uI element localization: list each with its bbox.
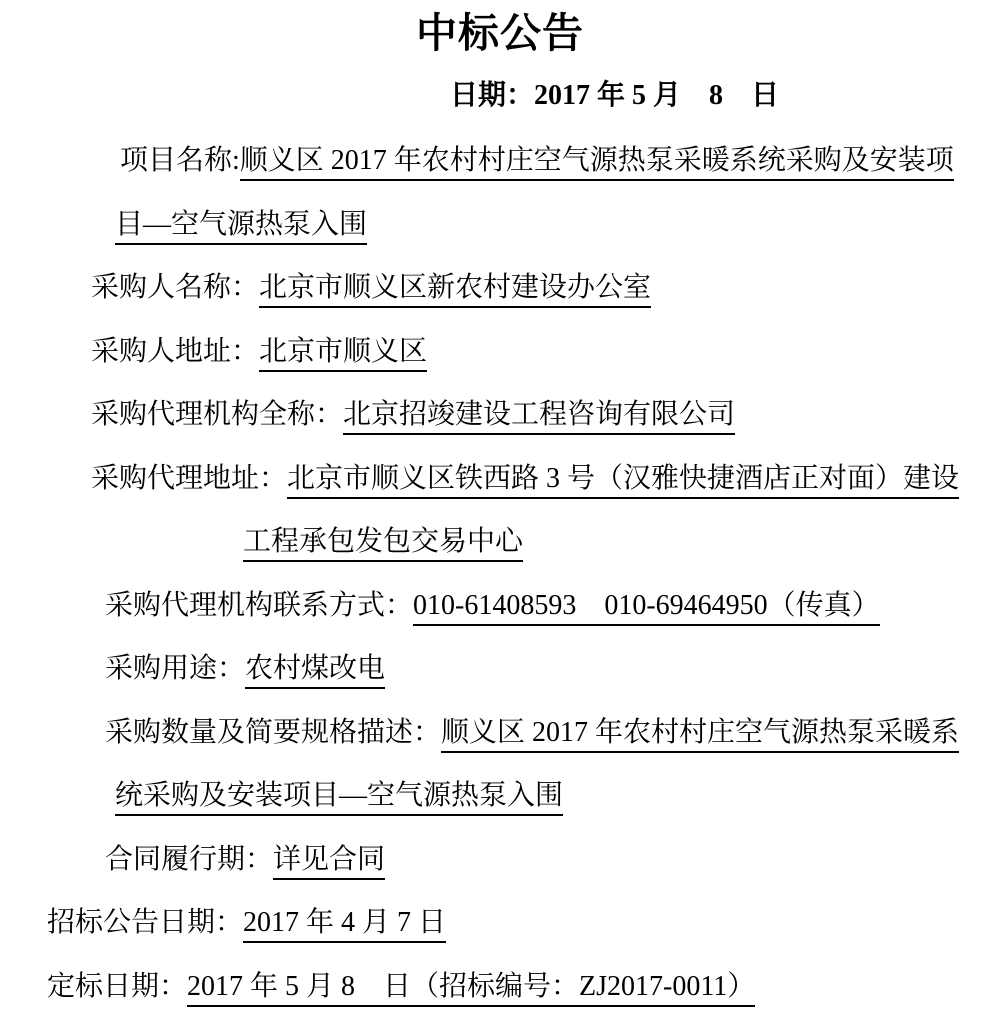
field-value: 目—空气源热泵入围 <box>115 209 367 245</box>
document-body <box>0 129 1000 1018</box>
document-line <box>0 193 1000 257</box>
document-date: 日期：2017 年 5 月 8 日 <box>450 80 780 111</box>
field-value: 010-61408593 010-69464950（传真） <box>413 590 880 626</box>
field-value: 顺义区 2017 年农村村庄空气源热泵采暖系 <box>441 717 959 753</box>
field-value: 详见合同 <box>273 844 385 880</box>
document-line <box>0 256 1000 320</box>
field-label: 采购用途： <box>105 653 246 684</box>
field-value: 北京市顺义区铁西路 3 号（汉雅快捷酒店正对面）建设 <box>287 463 959 499</box>
document-line <box>0 320 1000 384</box>
field-value: 北京招竣建设工程咨询有限公司 <box>343 399 735 435</box>
field-value: 2017 年 4 月 7 日 <box>243 907 446 943</box>
document-line <box>0 701 1000 765</box>
field-label: 项目名称: <box>120 145 240 176</box>
document-line <box>0 764 1000 828</box>
field-label: 招标公告日期： <box>47 907 244 938</box>
field-value: 北京市顺义区新农村建设办公室 <box>259 272 651 308</box>
field-label: 采购代理地址： <box>91 462 288 494</box>
field-label: 定标日期： <box>47 970 188 1002</box>
document-line <box>0 510 1000 574</box>
field-label: 采购代理机构全称： <box>91 399 344 430</box>
field-value: 农村煤改电 <box>245 653 385 689</box>
field-label: 合同履行期： <box>105 843 274 875</box>
document-line <box>0 447 1000 511</box>
field-value: 统采购及安装项目—空气源热泵入围 <box>115 780 563 816</box>
field-value: 顺义区 2017 年农村村庄空气源热泵采暖系统采购及安装项 <box>240 145 954 181</box>
field-label: 采购数量及简要规格描述： <box>105 716 442 748</box>
document-line <box>0 955 1000 1019</box>
document-line <box>0 574 1000 638</box>
document-line <box>0 383 1000 447</box>
field-value: 工程承包发包交易中心 <box>243 526 523 562</box>
field-label: 采购代理机构联系方式： <box>105 589 414 621</box>
document-title: 中标公告 <box>416 9 584 57</box>
field-label: 采购人名称： <box>91 272 260 303</box>
document-line <box>0 637 1000 701</box>
field-value: 2017 年 5 月 8 日（招标编号：ZJ2017-0011） <box>187 971 755 1007</box>
field-label: 采购人地址： <box>91 335 260 367</box>
document-line <box>0 828 1000 892</box>
document-line <box>0 891 1000 955</box>
document-line <box>0 129 1000 193</box>
field-value: 北京市顺义区 <box>259 336 427 372</box>
